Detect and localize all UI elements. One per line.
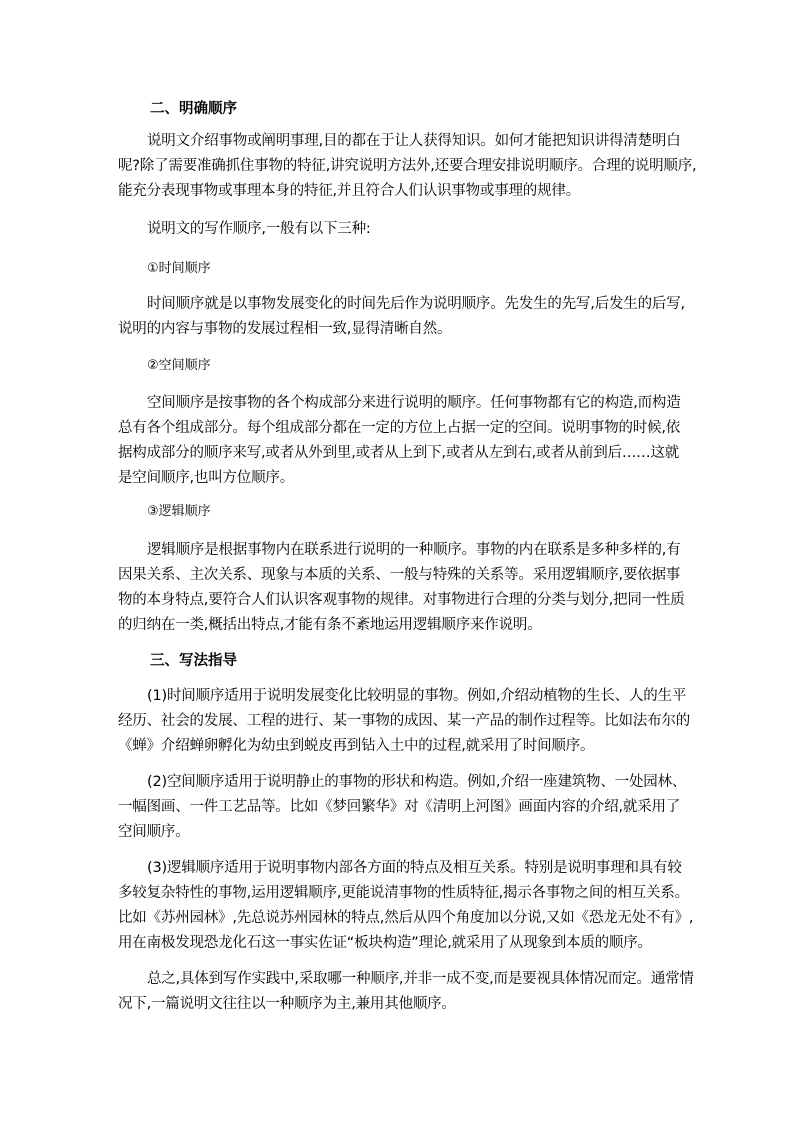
paragraph-guide-time <box>118 684 690 759</box>
text-line: 况下,一篇说明文往往以一种顺序为主,兼用其他顺序。 <box>118 996 456 1012</box>
paragraph-guide-space <box>118 770 687 845</box>
text-line: 说明文介绍事物或阐明事理,目的都在于让人获得知识。如何才能把知识讲得清楚明白 <box>147 133 681 149</box>
subheading-logic-order: ③逻辑顺序 <box>147 504 211 519</box>
text-line: 空间顺序是按事物的各个构成部分来进行说明的顺序。任何事物都有它的构造,而构造 <box>147 395 681 411</box>
text-line: 时间顺序就是以事物发展变化的时间先后作为说明顺序。先发生的先写,后发生的后写, <box>147 296 685 312</box>
subheading-time-order: ①时间顺序 <box>147 261 211 276</box>
section-heading-writing-guide: 三、写法指导 <box>150 653 237 669</box>
text-line: 是空间顺序,也叫方位顺序。 <box>118 470 295 486</box>
paragraph-space-order <box>118 391 681 491</box>
text-line: 物的本身特点,要符合人们认识客观事物的规律。对事物进行合理的分类与划分,把同一性质 <box>118 592 685 608</box>
text-line: (3)逻辑顺序适用于说明事物内部各方面的特点及相互关系。特别是说明事理和具有较 <box>147 860 682 876</box>
text-line: 总有各个组成部分。每个组成部分都在一定的方位上占据一定的空间。说明事物的时候,依 <box>118 420 681 436</box>
text-line: 比如《苏州园林》,先总说苏州园林的特点,然后从四个角度加以分说,又如《恐龙无处不有》, <box>118 910 694 926</box>
paragraph-three-orders <box>118 217 678 242</box>
text-line: 说明的内容与事物的发展过程相一致,显得清晰自然。 <box>118 321 452 337</box>
text-line: 因果关系、主次关系、现象与本质的关系、一般与特殊的关系等。采用逻辑顺序,要依据事 <box>118 567 681 583</box>
text-line: 一幅图画、一件工艺品等。比如《梦回繁华》对《清明上河图》画面内容的介绍,就采用了 <box>118 799 681 815</box>
section-heading-order: 二、明确顺序 <box>150 101 237 117</box>
subheading-space-order: ②空间顺序 <box>147 358 211 373</box>
text-line: (1)时间顺序适用于说明发展变化比较明显的事物。例如,介绍动植物的生长、人的生平 <box>147 688 687 704</box>
text-line: 总之,具体到写作实践中,采取哪一种顺序,并非一成不变,而是要视具体情况而定。通常情 <box>147 971 694 987</box>
text-line: 用在南极发现恐龙化石这一事实佐证“板块构造”理论,就采用了从现象到本质的顺序。 <box>118 935 652 951</box>
paragraph-guide-logic <box>118 856 694 956</box>
text-line: 空间顺序。 <box>118 824 190 840</box>
text-line: (2)空间顺序适用于说明静止的事物的形状和构造。例如,介绍一座建筑物、一处园林、 <box>147 774 687 790</box>
text-line: 逻辑顺序是根据事物内在联系进行说明的一种顺序。事物的内在联系是多种多样的,有 <box>147 542 681 558</box>
text-line: 能充分表现事物或事理本身的特征,并且符合人们认识事物或事理的规律。 <box>118 183 581 199</box>
text-line: 据构成部分的顺序来写,或者从外到里,或者从上到下,或者从左到右,或者从前到后……这就 <box>118 445 680 461</box>
text-line: 的归纳在一类,概括出特点,才能有条不紊地运用逻辑顺序来作说明。 <box>118 617 542 633</box>
text-line: 说明文的写作顺序,一般有以下三种: <box>147 221 371 237</box>
paragraph-intro <box>118 129 697 204</box>
text-line: 呢?除了需要准确抓住事物的特征,讲究说明方法外,还要合理安排说明顺序。合理的说明顺序, <box>118 158 697 174</box>
paragraph-time-order <box>118 292 685 342</box>
paragraph-logic-order <box>118 538 685 638</box>
text-line: 经历、社会的发展、工程的进行、某一事物的成因、某一产品的制作过程等。比如法布尔的 <box>118 713 690 729</box>
text-line: 《蝉》介绍蝉卵孵化为幼虫到蜕皮再到钻入土中的过程,就采用了时间顺序。 <box>118 738 595 754</box>
paragraph-summary <box>118 967 694 1017</box>
text-line: 多较复杂特性的事物,运用逻辑顺序,更能说清事物的性质特征,揭示各事物之间的相互关系。 <box>118 885 689 901</box>
